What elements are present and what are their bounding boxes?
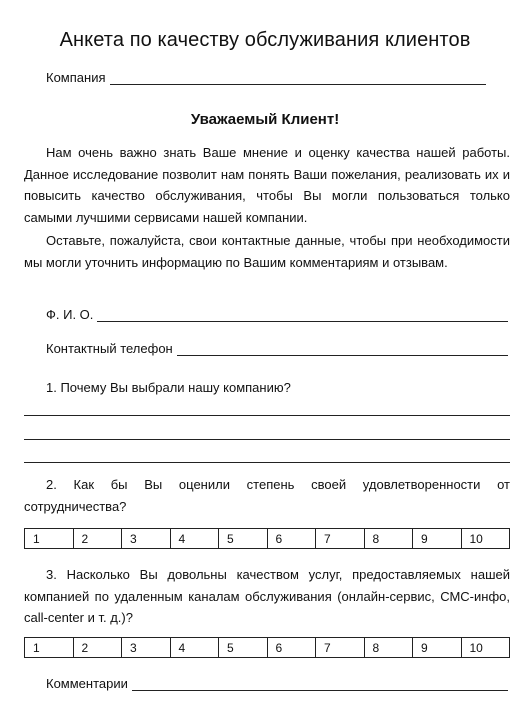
phone-field[interactable] [46, 341, 508, 356]
rating-option[interactable]: 1 [33, 640, 40, 655]
rating-option[interactable]: 1 [33, 531, 40, 546]
answer-line[interactable] [24, 462, 510, 463]
greeting-heading: Уважаемый Клиент! [190, 111, 340, 128]
rating-option[interactable]: 8 [364, 638, 413, 657]
rating-option[interactable]: 7 [315, 529, 364, 548]
fio-field[interactable] [46, 307, 508, 322]
comments-input-line[interactable] [132, 678, 508, 691]
company-input-line[interactable] [110, 72, 487, 85]
question-1: 1. Почему Вы выбрали нашу компанию? [46, 380, 291, 395]
phone-label: Контактный телефон [46, 341, 173, 356]
rating-option[interactable]: 10 [461, 638, 510, 657]
rating-option[interactable]: 5 [218, 529, 267, 548]
rating-option[interactable]: 4 [170, 529, 219, 548]
intro-paragraph-2: Оставьте, пожалуйста, свои контактные данные, чтобы при необходимости мы могли уточнить информацию по Вашим комментариям и отзывам. [24, 233, 510, 270]
company-field[interactable] [46, 70, 486, 85]
rating-option[interactable]: 8 [364, 529, 413, 548]
question-2: 2. Как бы Вы оценили степень своей удовлетворенности от сотрудничества? [24, 477, 510, 514]
comments-field[interactable] [46, 676, 508, 691]
fio-input-line[interactable] [97, 309, 508, 322]
rating-option[interactable]: 6 [267, 638, 316, 657]
rating-option[interactable]: 9 [412, 638, 461, 657]
answer-line[interactable] [24, 439, 510, 440]
rating-option[interactable]: 2 [73, 529, 122, 548]
rating-scale-2 [24, 637, 510, 658]
rating-option[interactable]: 10 [461, 529, 510, 548]
answer-line[interactable] [24, 415, 510, 416]
rating-option[interactable]: 3 [121, 529, 170, 548]
form-title: Анкета по качеству обслуживания клиентов [59, 29, 471, 51]
rating-scale-1 [24, 528, 510, 549]
rating-option[interactable]: 3 [121, 638, 170, 657]
rating-option[interactable]: 6 [267, 529, 316, 548]
question-3: 3. Насколько Вы довольны качеством услуг, предоставляемых нашей компанией по удаленным каналам обслуживания (онлайн-сервис, СМС-инфо, call-center и т. д.)? [24, 567, 510, 625]
comments-label: Комментарии [46, 676, 128, 691]
company-label: Компания [46, 70, 106, 85]
phone-input-line[interactable] [177, 343, 508, 356]
rating-option[interactable]: 7 [315, 638, 364, 657]
fio-label: Ф. И. О. [46, 307, 94, 322]
rating-option[interactable]: 2 [73, 638, 122, 657]
rating-option[interactable]: 9 [412, 529, 461, 548]
intro-paragraph-1: Нам очень важно знать Ваше мнение и оценку качества нашей работы. Данное исследование позволит нам понять Ваши пожелания, реализовать их и повысить качество обслуживания, чтобы Вы могли пользоваться только самыми лучшими сервисами нашей компании. [24, 145, 510, 225]
rating-option[interactable]: 5 [218, 638, 267, 657]
rating-option[interactable]: 4 [170, 638, 219, 657]
